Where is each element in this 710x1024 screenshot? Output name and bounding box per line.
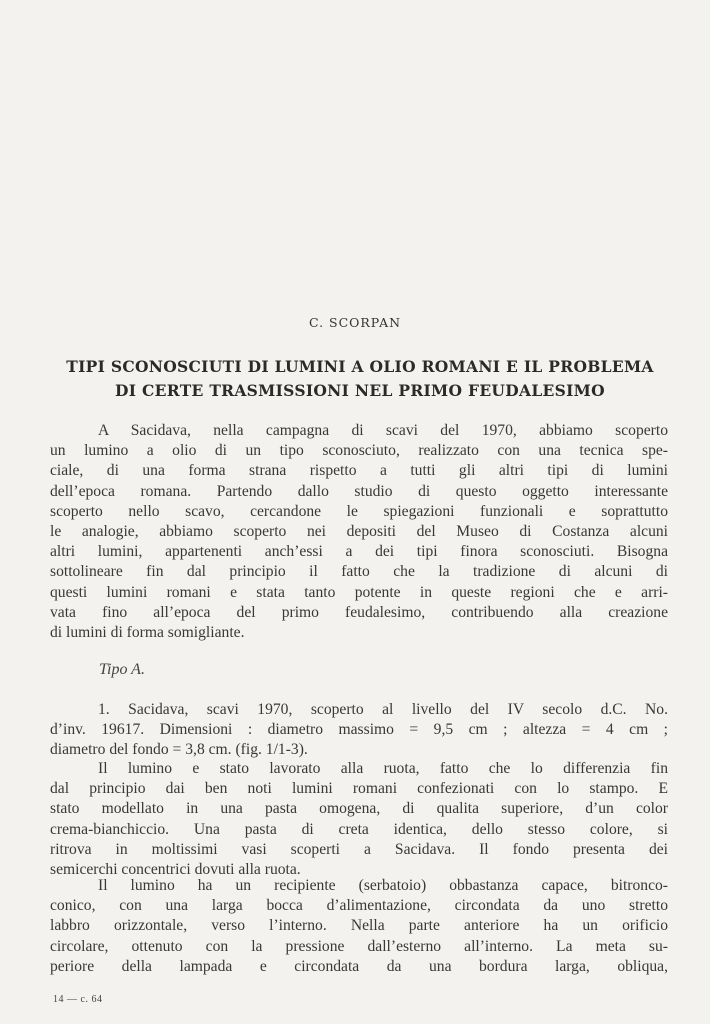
paragraph-3 bbox=[50, 876, 668, 977]
intro-paragraph bbox=[50, 421, 668, 643]
text-line: vata fino all’epoca del primo feudalesimo, contribuendo alla creazione bbox=[50, 603, 668, 621]
paragraph-1 bbox=[50, 700, 668, 761]
text-line: un lumino a olio di un tipo sconosciuto, realizzato con una tecnica spe- bbox=[50, 442, 668, 460]
paragraph-2 bbox=[50, 759, 668, 880]
text-line: circolare, ottenuto con la pressione dall’esterno all’interno. La meta su- bbox=[50, 937, 668, 955]
text-line: labbro orizzontale, verso l’interno. Nella parte anteriore ha un orificio bbox=[50, 917, 668, 935]
text-line: d’inv. 19617. Dimensioni : diametro massimo = 9,5 cm ; altezza = 4 cm ; bbox=[50, 721, 668, 739]
text-line: Il lumino ha un recipiente (serbatoio) obbastanza capace, bitronco- bbox=[98, 877, 668, 894]
article-title bbox=[40, 355, 680, 403]
text-line: scoperto nello scavo, cercandone le spiegazioni funzionali e soprattutto bbox=[50, 502, 668, 520]
author-name: C. SCORPAN bbox=[308, 315, 402, 330]
text-line: 1. Sacidava, scavi 1970, scoperto al livello del IV secolo d.C. No. bbox=[98, 701, 668, 718]
text-line: A Sacidava, nella campagna di scavi del 1970, abbiamo scoperto bbox=[98, 422, 668, 439]
title-line-1: TIPI SCONOSCIUTI DI LUMINI A OLIO ROMANI E IL PROBLEMA bbox=[66, 357, 654, 376]
text-line: semicerchi concentrici dovuti alla ruota. bbox=[50, 860, 301, 878]
text-line: questi lumini romani e stata tanto potente in queste regioni che e arri- bbox=[50, 583, 668, 601]
text-line: ciale, di una forma strana rispetto a tutti gli altri tipi di lumini bbox=[50, 462, 668, 480]
text-line: Il lumino e stato lavorato alla ruota, fatto che lo differenzia fin bbox=[98, 760, 668, 777]
text-line: le analogie, abbiamo scoperto nei depositi del Museo di Costanza alcuni bbox=[50, 522, 668, 540]
text-line: sottolineare fin dal principio il fatto che la tradizione di alcuni di bbox=[50, 563, 668, 581]
text-line: conico, con una larga bocca d’alimentazione, circondata da uno stretto bbox=[50, 897, 668, 915]
page-footer: 14 — c. 64 bbox=[53, 994, 103, 1005]
text-line: stato modellato in una pasta omogena, di qualita superiore, d’un color bbox=[50, 800, 668, 818]
text-line: diametro del fondo = 3,8 cm. (fig. 1/1-3). bbox=[50, 741, 308, 759]
title-line-2: DI CERTE TRASMISSIONI NEL PRIMO FEUDALESIMO bbox=[115, 381, 605, 400]
text-line: dal principio dai ben noti lumini romani confezionati con lo stampo. E bbox=[50, 780, 668, 798]
text-line: periore della lampada e circondata da una bordura larga, obliqua, bbox=[50, 957, 668, 975]
text-line: dell’epoca romana. Partendo dallo studio di questo oggetto interessante bbox=[50, 482, 668, 500]
text-line: altri lumini, appartenenti anch’essi a dei tipi finora sconosciuti. Bisogna bbox=[50, 543, 668, 561]
text-line: di lumini di forma somigliante. bbox=[50, 623, 245, 641]
text-line: crema-bianchiccio. Una pasta di creta identica, dello stesso colore, si bbox=[50, 820, 668, 838]
text-line: ritrova in moltissimi vasi scoperti a Sacidava. Il fondo presenta dei bbox=[50, 840, 668, 858]
section-heading: Tipo A. bbox=[99, 661, 145, 678]
